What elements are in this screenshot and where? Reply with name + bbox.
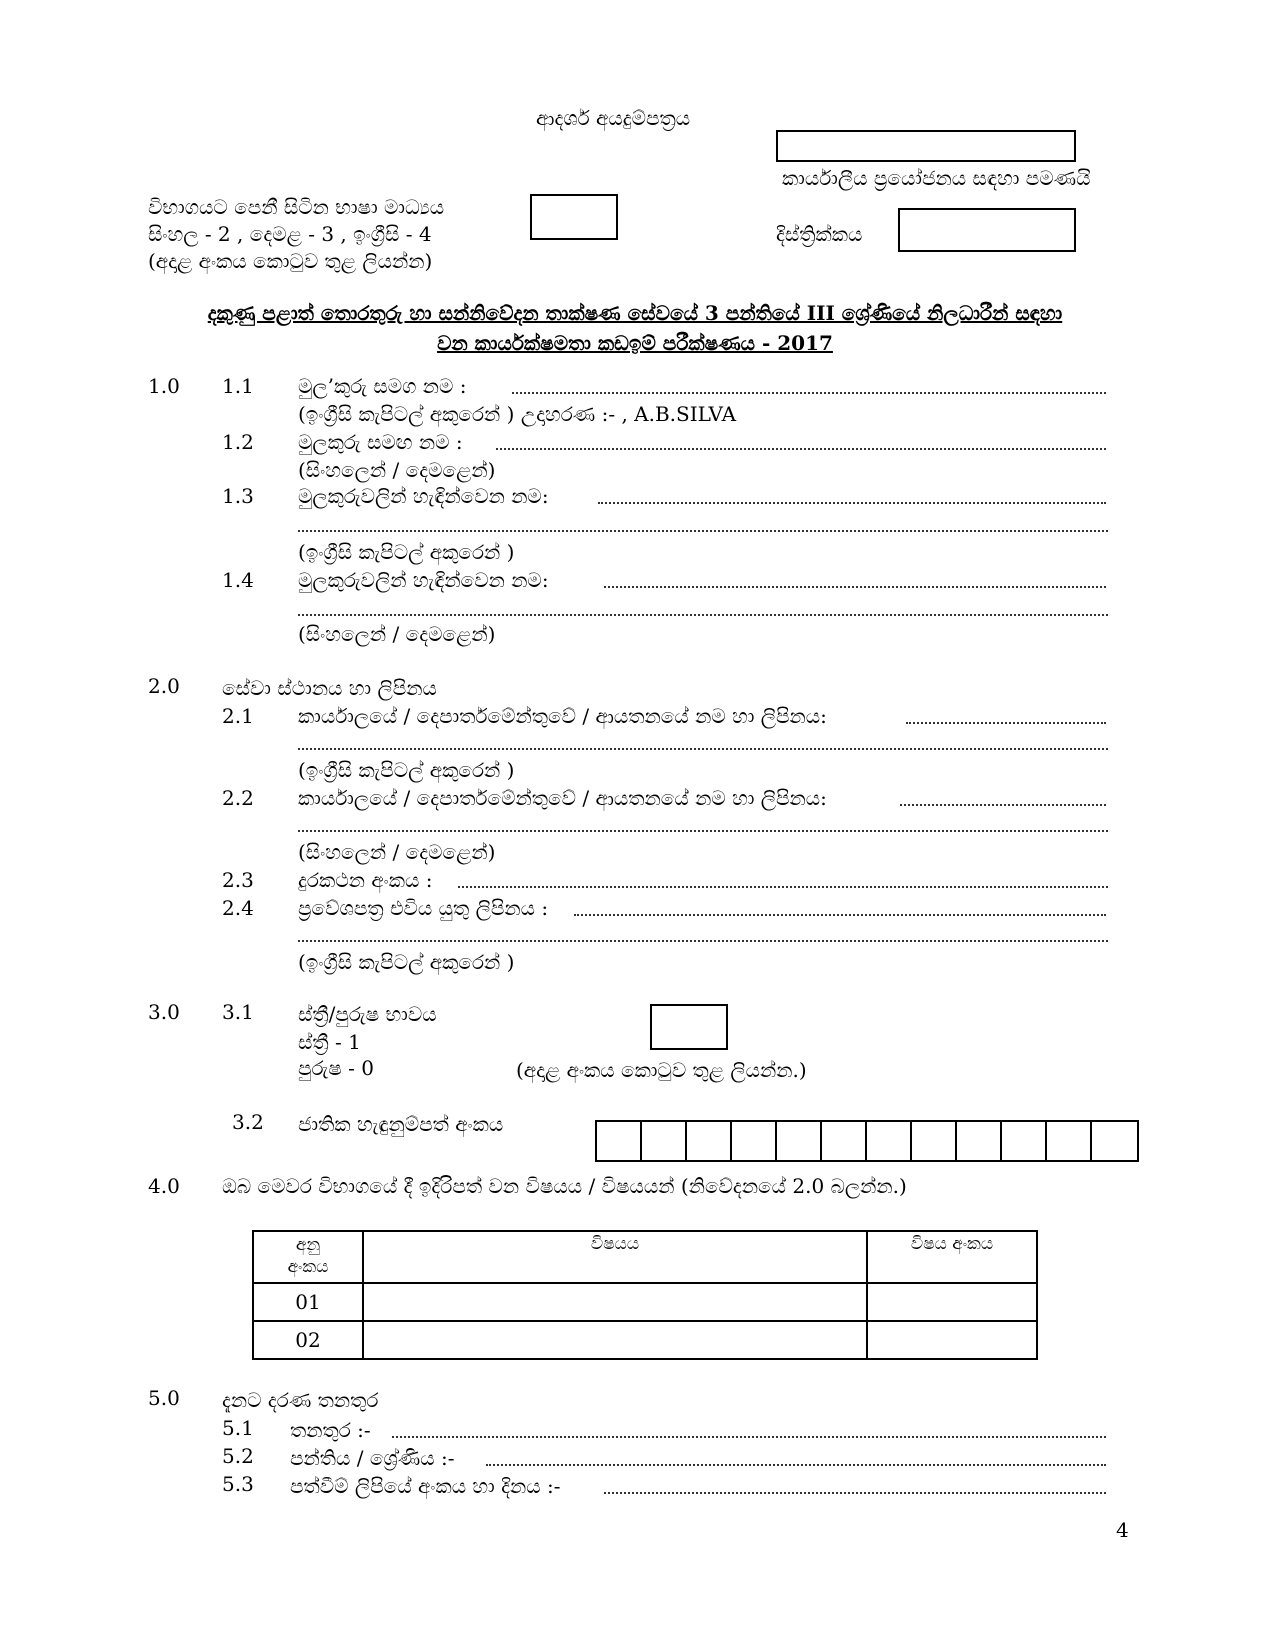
item-3-1-number: 3.1	[222, 1000, 254, 1024]
section5-number: 5.0	[148, 1386, 180, 1410]
item-1-2-note: (සිංහලෙන් / දෙමළෙන්)	[298, 458, 496, 482]
item-2-4-field[interactable]	[574, 914, 1106, 916]
item-1-4-label: මුලකුරුවලින් හැඳින්වෙන නම:	[298, 568, 549, 592]
item-5-2-label: පන්තිය / ශ්‍රේණිය :-	[290, 1446, 455, 1470]
item-1-3-number: 1.3	[222, 484, 254, 508]
item-5-2-number: 5.2	[222, 1444, 254, 1468]
item-1-3-field[interactable]	[598, 502, 1106, 504]
medium-line1: විභාගයට පෙනී සිටින භාෂා මාධ්‍යය	[148, 195, 445, 219]
nic-digit-box[interactable]	[732, 1122, 777, 1160]
section3-number: 3.0	[148, 1000, 180, 1024]
item-1-2-label: මුලකුරු සමඟ නම :	[298, 430, 463, 454]
col-code-header: විෂය අංකය	[867, 1231, 1037, 1283]
item-1-2-number: 1.2	[222, 430, 254, 454]
nic-label: ජාතික හැඳුනුම්පත් අංකය	[298, 1112, 504, 1136]
item-1-3-label: මුලකුරුවලින් හැඳින්වෙන නම:	[298, 484, 549, 508]
item-2-4-field-line2[interactable]	[298, 940, 1108, 942]
row-index: 02	[253, 1321, 363, 1359]
item-2-1-note: (ඉංග්‍රීසි කැපිටල් අකුරෙන් )	[298, 758, 515, 782]
item-1-1-number: 1.1	[222, 374, 254, 398]
section4-heading: ඔබ මෙවර විභාගයේ දී ඉදිරිපත් වන විෂයය / විෂයයන් (නිවේදනයේ 2.0 බලන්න.)	[222, 1174, 907, 1198]
subject-code-cell[interactable]	[867, 1321, 1037, 1359]
item-2-3-field[interactable]	[458, 886, 1108, 888]
col-subject-header: විෂයය	[363, 1231, 867, 1283]
nic-digit-box[interactable]	[642, 1122, 687, 1160]
item-2-2-note: (සිංහලෙන් / දෙමළෙන්)	[298, 840, 496, 864]
subject-cell[interactable]	[363, 1321, 867, 1359]
nic-digit-box[interactable]	[957, 1122, 1002, 1160]
nic-digit-box[interactable]	[1092, 1122, 1137, 1160]
medium-line2: සිංහල - 2 , දෙමළ - 3 , ඉංග්‍රීසි - 4	[148, 222, 432, 246]
section5-heading: දැනට දරණ තනතුර	[222, 1388, 379, 1412]
item-2-2-label: කාර්යාලයේ / දෙපාර්තමේන්තුවේ / ආයතනයේ නම හා ලිපිනය:	[298, 786, 827, 810]
subject-code-cell[interactable]	[867, 1283, 1037, 1321]
item-2-1-field-line2[interactable]	[298, 748, 1108, 750]
nic-digit-box[interactable]	[687, 1122, 732, 1160]
item-1-4-field-line2[interactable]	[298, 614, 1108, 616]
item-1-1-label: මුල’කුරු සමග නම :	[298, 374, 467, 398]
page-number: 4	[1116, 1518, 1129, 1542]
item-1-1-note: (ඉංග්‍රීසි කැපිටල් අකුරෙන් ) උදාහරණ :- , A.B.SILVA	[298, 402, 737, 426]
item-5-2-field[interactable]	[486, 1464, 1106, 1466]
district-label: දිස්ත්‍රික්කය	[776, 222, 863, 246]
item-2-3-label: දුරකථන අංකය :	[298, 868, 433, 892]
item-2-1-number: 2.1	[222, 704, 254, 728]
subject-table	[252, 1230, 1038, 1360]
item-5-1-number: 5.1	[222, 1416, 254, 1440]
row-index: 01	[253, 1283, 363, 1321]
item-2-4-label: ප්‍රවේශපත්‍ර එවිය යුතු ලිපිනය :	[298, 896, 549, 920]
gender-input-box[interactable]	[650, 1004, 728, 1050]
section4-number: 4.0	[148, 1174, 180, 1198]
item-1-4-field[interactable]	[604, 586, 1106, 588]
item-2-4-note: (ඉංග්‍රීසි කැපිටල් අකුරෙන් )	[298, 950, 515, 974]
item-2-2-field[interactable]	[900, 804, 1106, 806]
item-2-1-label: කාර්යාලයේ / දෙපාර්තමේන්තුවේ / ආයතනයේ නම හා ලිපිනය:	[298, 704, 827, 728]
nic-digit-box[interactable]	[597, 1122, 642, 1160]
nic-digit-box[interactable]	[1047, 1122, 1092, 1160]
item-1-4-number: 1.4	[222, 568, 254, 592]
nic-digit-box[interactable]	[822, 1122, 867, 1160]
medium-line3: (අදාළ අංකය කොටුව තුළ ලියන්න)	[148, 249, 433, 273]
table-row	[253, 1321, 1037, 1359]
item-5-1-field[interactable]	[392, 1436, 1106, 1438]
exam-title-line2: වන කාර්යක්ෂමතා කඩඉම් පරීක්ෂණය - 2017	[437, 331, 833, 355]
nic-digit-box[interactable]	[912, 1122, 957, 1160]
gender-label: ස්ත්‍රී/පුරුෂ භාවය	[298, 1002, 437, 1026]
exam-title	[140, 298, 1130, 358]
medium-input-box[interactable]	[530, 194, 618, 240]
nic-digit-box[interactable]	[777, 1122, 822, 1160]
item-5-3-number: 5.3	[222, 1472, 254, 1496]
item-1-2-field[interactable]	[496, 448, 1106, 450]
office-use-box[interactable]	[776, 130, 1076, 162]
medium-block	[148, 194, 444, 275]
item-2-2-number: 2.2	[222, 786, 254, 810]
gender-instruction: (අදාළ අංකය කොටුව තුළ ලියන්න.)	[516, 1058, 807, 1082]
table-row	[253, 1283, 1037, 1321]
section2-number: 2.0	[148, 674, 180, 698]
male-option: පුරුෂ - 0	[298, 1056, 374, 1080]
nic-input-grid[interactable]	[595, 1120, 1139, 1162]
item-1-3-note: (ඉංග්‍රීසි කැපිටල් අකුරෙන් )	[298, 540, 515, 564]
subject-table-header	[253, 1231, 1037, 1283]
item-3-2-number: 3.2	[232, 1110, 264, 1134]
section1-number: 1.0	[148, 374, 180, 398]
form-title: ආදර්ශ අයදුම්පත්‍රය	[536, 106, 691, 130]
item-5-1-label: තනතුර :-	[290, 1418, 371, 1442]
item-1-4-note: (සිංහලෙන් / දෙමළෙන්)	[298, 622, 496, 646]
item-2-3-number: 2.3	[222, 868, 254, 892]
nic-digit-box[interactable]	[867, 1122, 912, 1160]
section2-heading: සේවා ස්ථානය හා ලිපිනය	[222, 676, 437, 700]
item-1-3-field-line2[interactable]	[298, 530, 1108, 532]
subject-cell[interactable]	[363, 1283, 867, 1321]
nic-digit-box[interactable]	[1002, 1122, 1047, 1160]
col-index-header: අනු අංකය	[253, 1231, 363, 1283]
office-use-label: කාර්යාලීය ප්‍රයෝජනය සඳහා පමණයි	[782, 166, 1091, 190]
item-1-1-field[interactable]	[512, 392, 1106, 394]
item-5-3-field[interactable]	[604, 1492, 1106, 1494]
female-option: ස්ත්‍රී - 1	[298, 1030, 361, 1054]
item-2-2-field-line2[interactable]	[298, 830, 1108, 832]
item-2-4-number: 2.4	[222, 896, 254, 920]
item-5-3-label: පත්වීම් ලිපියේ අංකය හා දිනය :-	[290, 1474, 561, 1498]
exam-title-line1: දකුණු පළාත් තොරතුරු හා සන්නිවේදන තාක්ෂණ සේවයේ 3 පන්තියේ III ශ්‍රේණියේ නිලධාරීන් සඳහා	[207, 301, 1063, 325]
district-input-box[interactable]	[898, 208, 1076, 252]
item-2-1-field[interactable]	[906, 722, 1106, 724]
